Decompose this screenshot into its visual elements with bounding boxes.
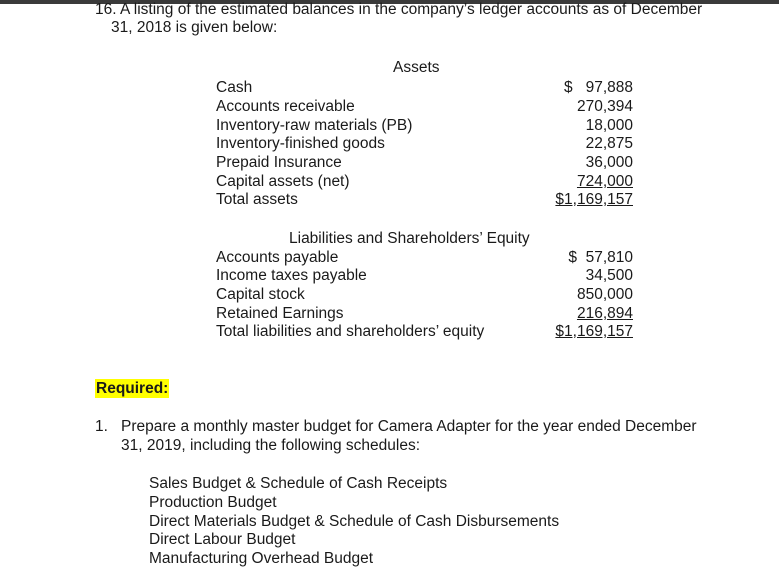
asset-label: Prepaid Insurance: [216, 154, 342, 171]
schedule-item: Sales Budget & Schedule of Cash Receipts: [149, 475, 448, 492]
liability-amount: $ 57,810: [568, 249, 633, 266]
liability-amount: 850,000: [576, 286, 633, 303]
asset-label: Inventory-raw materials (PB): [216, 117, 413, 134]
asset-label: Accounts receivable: [216, 98, 355, 115]
liability-label: Income taxes payable: [216, 267, 367, 284]
total-assets-amount: $1,169,157: [555, 191, 633, 208]
total-liabilities-amount: $1,169,157: [555, 323, 633, 340]
liability-label: Total liabilities and shareholders’ equity: [216, 323, 485, 340]
required-label: Required:: [96, 380, 169, 397]
liability-label: Accounts payable: [216, 249, 339, 266]
question-line-1: 16. A listing of the estimated balances in the company’s ledger accounts as of December: [95, 1, 703, 18]
asset-amount: $ 97,888: [564, 79, 633, 96]
required-item-line-1: Prepare a monthly master budget for Camera Adapter for the year ended December: [121, 418, 697, 435]
asset-label: Capital assets (net): [216, 173, 350, 190]
asset-amount: 22,875: [585, 135, 633, 152]
liability-amount: 34,500: [585, 267, 633, 284]
liability-label: Retained Earnings: [216, 305, 344, 322]
liability-amount: 216,894: [576, 305, 633, 322]
schedule-item: Direct Materials Budget & Schedule of Cash Disbursements: [149, 513, 560, 530]
asset-amount: 270,394: [576, 98, 633, 115]
schedule-item: Direct Labour Budget: [149, 531, 296, 548]
assets-heading: Assets: [393, 59, 440, 76]
asset-amount: 18,000: [585, 117, 633, 134]
required-item-number: 1.: [95, 418, 108, 435]
schedule-item: Manufacturing Overhead Budget: [149, 550, 374, 567]
asset-amount: 36,000: [585, 154, 633, 171]
required-item-line-2: 31, 2019, including the following schedules:: [121, 437, 421, 454]
liability-label: Capital stock: [216, 286, 305, 303]
asset-label: Cash: [216, 79, 253, 96]
asset-amount: 724,000: [576, 173, 633, 190]
question-line-2: 31, 2018 is given below:: [111, 19, 278, 36]
liabilities-heading: Liabilities and Shareholders’ Equity: [289, 230, 530, 247]
schedule-item: Production Budget: [149, 494, 277, 511]
asset-label: Inventory-finished goods: [216, 135, 385, 152]
asset-label: Total assets: [216, 191, 298, 208]
